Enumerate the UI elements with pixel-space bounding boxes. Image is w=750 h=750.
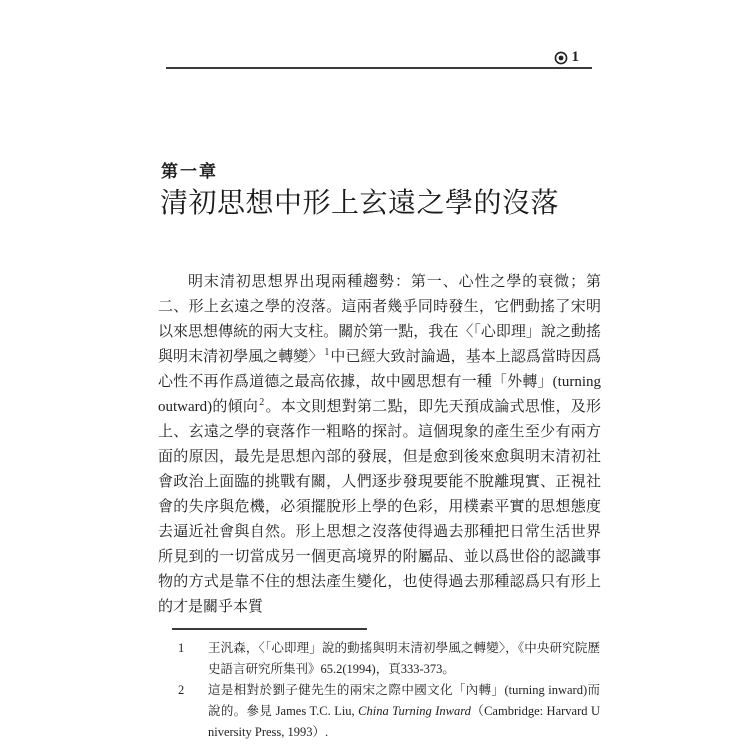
- footnote-2: [178, 680, 600, 743]
- header-rule: [166, 67, 592, 69]
- page-number-block: [554, 50, 580, 65]
- page-number: 1: [571, 49, 579, 65]
- footnote-2-book-title: China Turning Inward: [358, 704, 471, 718]
- footnote-2-text-after: （Cambridge: Harvard University Press, 1993）.: [208, 704, 601, 739]
- body-text-segment-2: 中已經大致討論過，基本上認爲當時因爲心性不再作爲道德之最高依據，故中國思想有一種「外轉」(turning outward)的傾向: [158, 349, 601, 415]
- footnote-ref-2: 2: [259, 397, 265, 408]
- bullseye-logo-icon: [554, 51, 568, 65]
- footnote-separator: [172, 628, 367, 630]
- body-paragraph: [158, 270, 601, 620]
- body-text-segment-1: 明末清初思想界出現兩種趨勢：第一、心性之學的衰微；第二、形上玄遠之學的沒落。這兩者幾乎同時發生，它們動搖了宋明以來思想傳統的兩大支柱。關於第一點，我在〈「心即理」說之動搖與明末清初學風之轉變〉: [158, 274, 601, 365]
- footnotes-block: [178, 638, 600, 743]
- footnote-2-number: 2: [178, 683, 185, 697]
- chapter-title: 清初思想中形上玄遠之學的沒落: [160, 186, 560, 219]
- footnote-1-number: 1: [178, 641, 185, 655]
- footnote-ref-1: 1: [324, 347, 330, 358]
- footnote-2-text-before: 這是相對於劉子健先生的兩宋之際中國文化「內轉」(turning inward)而說的。參見 James T.C. Liu,: [208, 683, 600, 718]
- footnote-1: [178, 638, 600, 680]
- body-text-segment-3: 。本文則想對第二點，即先天預成論式思惟，及形上、玄遠之學的衰落作一粗略的探討。這個現象的產生至少有兩方面的原因，最先是思想內部的發展，但是愈到後來愈與明末清初社會政治上面臨的挑戰有關，人們逐步發現要能不脫離現實、正視社會的失序與危機，必須擺脫形上學的色彩，用樸素平實的思想態度去逼近社會與自然。形上思想之沒落使得過去那種把日常生活世界所見到的一切當成另一個更高境界的附屬品、並以爲世俗的認識事物的方式是靠不住的想法產生變化，也使得過去那種認爲只有形上的才是關乎本質: [158, 399, 601, 615]
- chapter-label: 第一章: [161, 162, 218, 181]
- footnote-1-text: 王汎森，〈「心即理」說的動搖與明末清初學風之轉變〉，《中央研究院歷史語言研究所集刊》65.2(1994)，頁333-373。: [208, 641, 600, 676]
- footnote-2-text: [208, 680, 600, 743]
